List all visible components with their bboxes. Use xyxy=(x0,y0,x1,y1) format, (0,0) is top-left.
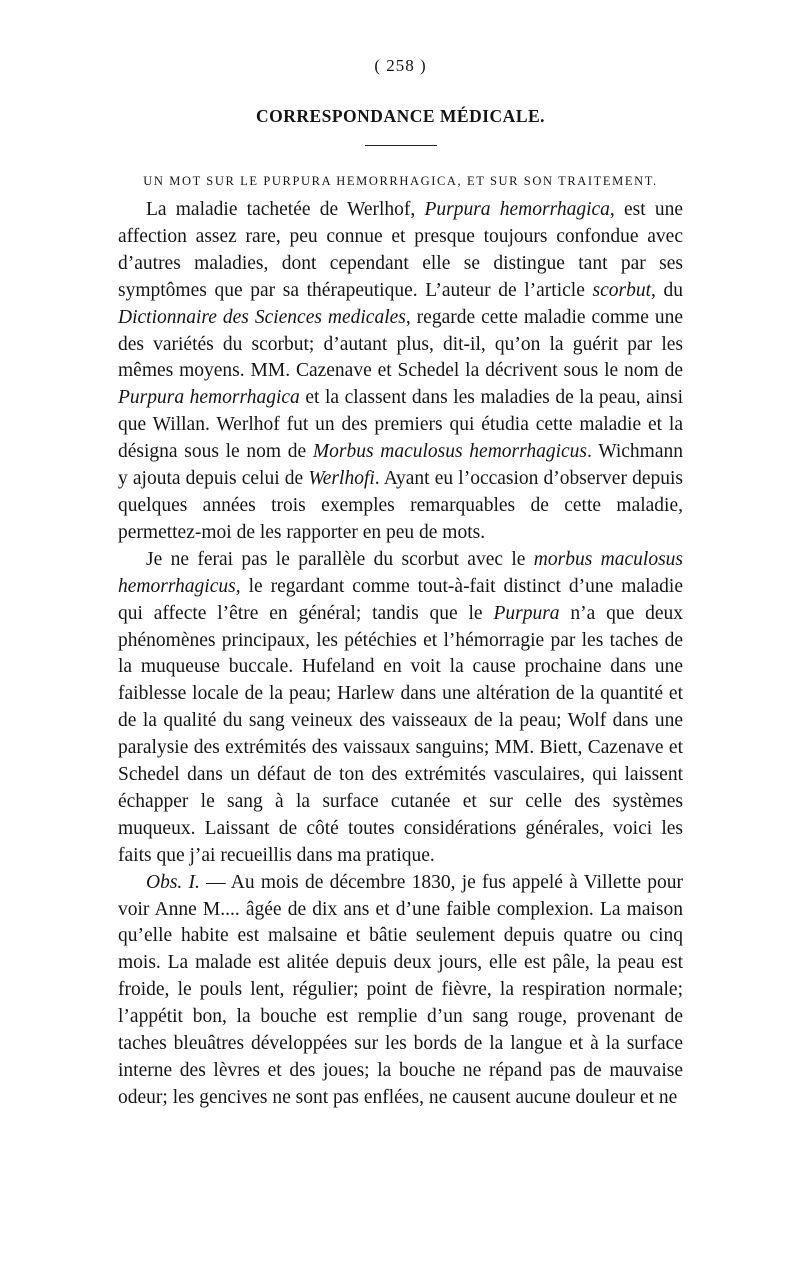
text-run: . Ayant eu l’occasion d’observer depuis quelques années trois exemples remarquables de cette maladie, permettez-moi de les rapporter en peu de mots. xyxy=(118,468,683,543)
text-run: , regarde cette maladie comme une des variétés du scorbut; d’autant plus, dit-il, qu’on la guérit par les mêmes moyens. MM. Cazenave et Schedel la décrivent sous le nom de xyxy=(118,306,683,382)
italic-text: Purpura hemorrhagica xyxy=(424,199,610,220)
italic-text: Obs. I. xyxy=(146,871,200,893)
italic-text: Purpura hemorrhagica xyxy=(118,387,300,409)
italic-text: Morbus maculosus hemorrhagicus xyxy=(312,441,588,463)
italic-text: scorbut xyxy=(592,279,651,301)
article-title: UN MOT SUR LE PURPURA HEMORRHAGICA, ET SUR SON TRAITEMENT. xyxy=(143,174,658,188)
text-run: Je ne ferai pas le parallèle du scorbut avec le xyxy=(146,548,534,570)
paragraph xyxy=(118,870,683,1112)
text-run: , est une affection assez rare, peu connue et presque toujours confondue avec d’autres maladies, dont cependant elle se distingue tant par ses symptômes que par sa thérapeutique. L’auteur de l’article xyxy=(118,199,683,301)
text-run: n’a que deux phénomènes principaux, les pétéchies et l’hémorragie par les taches de la muqueuse buccale. Hufeland en voit la cause prochaine dans une faiblesse locale de la peau; Harlew dans une altération de la quantité et de la qualité du sang veineux des vaisseaux de la peau; Wolf dans une paralysie des extrémités des vaissaux sanguins; MM. Biett, Cazenave et Schedel dans un défaut de ton des extrémités vasculaires, qui laissent échapper le sang à la surface cutanée et sur celle des systèmes muqueux. Laissant de côté toutes considérations générales, voici les faits que j’ai recueillis dans ma pratique. xyxy=(118,602,683,866)
italic-text: Werlhofi xyxy=(308,468,375,490)
italic-text: Dictionnaire des Sciences medicales xyxy=(118,306,406,328)
paragraph xyxy=(118,547,683,870)
text-run: et la classent dans les maladies de la peau, ainsi que Willan. Werlhof fut un des premiers qui étudia cette maladie et la désigna sous le nom de xyxy=(118,387,683,463)
text-run: La maladie tachetée de Werlhof, xyxy=(146,199,425,220)
header-divider xyxy=(365,145,437,146)
paragraph xyxy=(118,197,683,547)
text-run: , le regardant comme tout-à-fait distinct d’une maladie qui affecte l’être en général; tandis que le xyxy=(118,575,683,624)
document-page xyxy=(118,56,683,1112)
text-run: , du xyxy=(651,279,683,301)
text-run: . Wichmann y ajouta depuis celui de xyxy=(118,441,684,490)
italic-text: morbus maculosus hemorrhagicus xyxy=(118,548,683,597)
section-header: CORRESPONDANCE MÉDICALE. xyxy=(255,106,546,126)
text-run: — Au mois de décembre 1830, je fus appelé à Villette pour voir Anne M.... âgée de dix ans et d’une faible complexion. La maison qu’elle habite est malsaine et bâtie seulement depuis quatre ou cinq mois. La malade est alitée depuis deux jours, elle est pâle, la peau est froide, le pouls lent, régulier; point de fièvre, la respiration normale; l’appétit bon, la bouche est remplie d’un sang rouge, provenant de taches bleuâtres développées sur les bords de la langue et à la surface interne des lèvres et des joues; la bouche ne répand pas de mauvaise odeur; les gencives ne sont pas enflées, ne causent aucune douleur et ne xyxy=(118,871,683,1108)
italic-text: Purpura xyxy=(493,602,560,624)
page-number: ( 258 ) xyxy=(374,56,427,75)
